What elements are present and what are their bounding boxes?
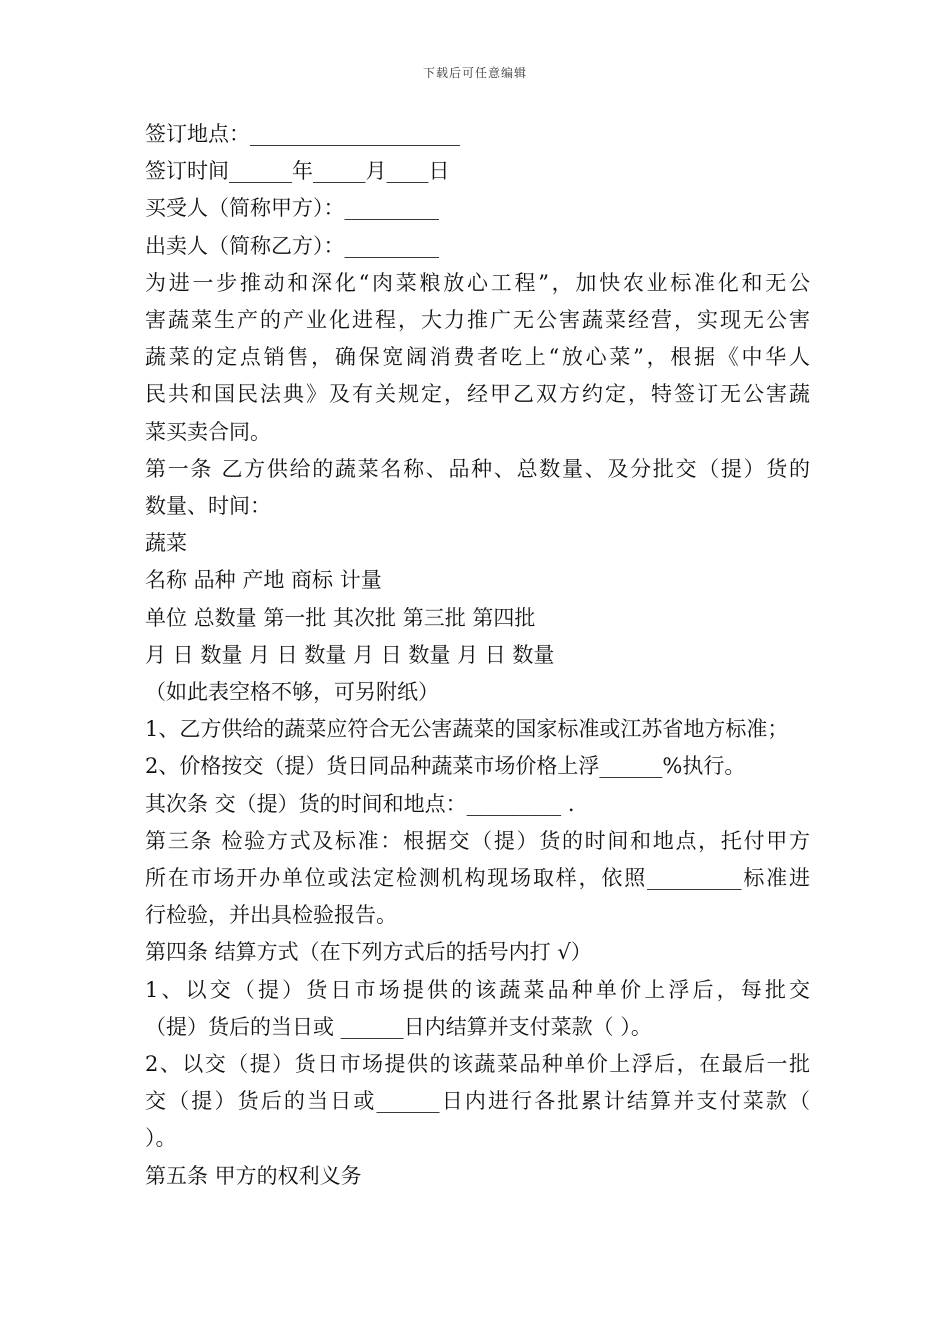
signing-place-line: 签订地点：____________________ xyxy=(145,122,460,146)
table-header-row-2: 单位 总数量 第一批 其次批 第三批 第四批 xyxy=(145,605,536,630)
preamble-line-5: 菜买卖合同。 xyxy=(145,419,271,444)
table-header-row-1: 名称 品种 产地 商标 计量 xyxy=(145,568,382,593)
preamble-line-1: 为进一步推动和深化“肉菜粮放心工程”，加快农业标准化和无公 xyxy=(145,270,810,295)
article-1-line-2: 数量、时间： xyxy=(145,494,271,519)
buyer-line: 买受人（简称甲方）：_________ xyxy=(145,196,439,221)
preamble-line-4: 民共和国民法典》及有关规定，经甲乙双方约定，特签订无公害蔬 xyxy=(145,382,810,407)
article-3-line-2: 所在市场开办单位或法定检测机构现场取样，依照_________标准进 xyxy=(145,866,810,891)
table-heading-vegetable: 蔬菜 xyxy=(145,531,187,556)
settlement-option-1-line-2: （提）货后的当日或 ______日内结算并支付菜款（ ）。 xyxy=(145,1014,652,1039)
contract-body xyxy=(145,116,810,1195)
clause-standard: 1、乙方供给的蔬菜应符合无公害蔬菜的国家标准或江苏省地方标准； xyxy=(145,717,789,742)
clause-price: 2、价格按交（提）货日同品种蔬菜市场价格上浮______%执行。 xyxy=(145,754,746,779)
table-header-row-3: 月 日 数量 月 日 数量 月 日 数量 月 日 数量 xyxy=(145,642,555,667)
settlement-option-2-line-1: 2、以交（提）货日市场提供的该蔬菜品种单价上浮后，在最后一批 xyxy=(145,1052,810,1077)
settlement-option-1-line-1: 1、以交（提）货日市场提供的该蔬菜品种单价上浮后，每批交 xyxy=(145,977,810,1002)
preamble-line-3: 蔬菜的定点销售，确保宽阔消费者吃上“放心菜”，根据《中华人 xyxy=(145,345,810,370)
article-1-line-1: 第一条 乙方供给的蔬菜名称、品种、总数量、及分批交（提）货的 xyxy=(145,456,810,481)
settlement-option-2-line-2: 交（提）货后的当日或______日内进行各批累计结算并支付菜款（ xyxy=(145,1089,810,1114)
signing-date-line: 签订时间______年_____月____日 xyxy=(145,159,450,184)
article-3-line-3: 行检验，并出具检验报告。 xyxy=(145,903,397,928)
seller-line: 出卖人（简称乙方）：_________ xyxy=(145,233,439,258)
article-4-heading: 第四条 结算方式（在下列方式后的括号内打 √） xyxy=(145,940,592,965)
article-3-line-1: 第三条 检验方式及标准：根据交（提）货的时间和地点，托付甲方 xyxy=(145,828,810,853)
page-header-note: 下载后可任意编辑 xyxy=(422,66,527,80)
preamble-line-2: 害蔬菜生产的产业化进程，大力推广无公害蔬菜经营，实现无公害 xyxy=(145,308,810,333)
article-2: 其次条 交（提）货的时间和地点：_________ . xyxy=(145,791,575,816)
table-note: （如此表空格不够，可另附纸） xyxy=(145,680,439,705)
article-5-heading: 第五条 甲方的权利义务 xyxy=(145,1163,362,1188)
settlement-option-2-line-3: ）。 xyxy=(145,1126,177,1151)
